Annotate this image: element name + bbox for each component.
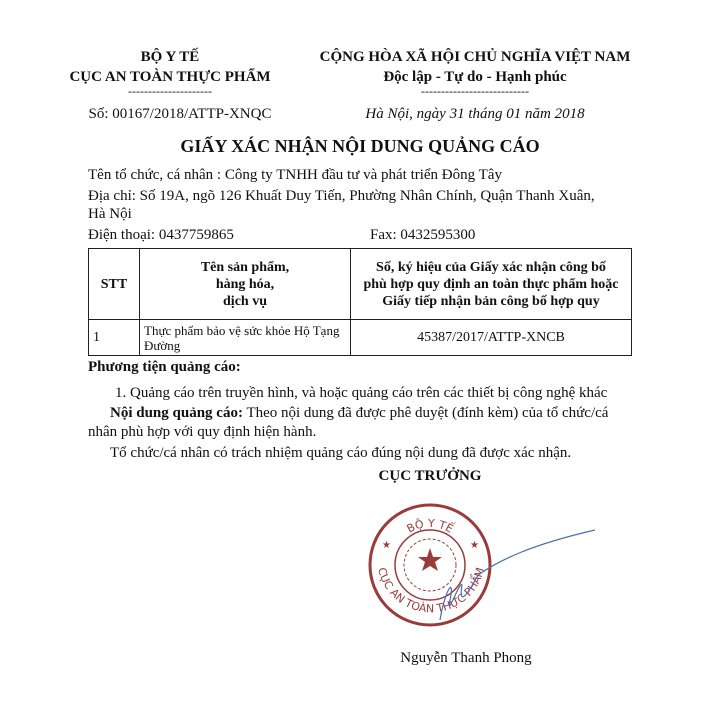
place-date: Hà Nội, ngày 31 tháng 01 năm 2018 [365,106,585,122]
header-certificate: Số, ký hiệu của Giấy xác nhận công bố phù hợp quy định an toàn thực phẩm hoặc Giấy tiếp nhận bản công bố hợp quy [351,249,632,320]
signer-name: Nguyễn Thanh Phong [400,650,532,666]
content-label: Nội dung quảng cáo: [110,405,243,421]
media-item: 1. Quảng cáo trên truyền hình, và hoặc quảng cáo trên các thiết bị công nghệ khác [115,385,608,401]
divider-left: --------------------- [128,84,212,98]
seal-text-top: BỘ Y TẾ [404,516,456,536]
header-product: Tên sản phẩm, hàng hóa, dịch vụ [140,249,351,320]
svg-text:★: ★ [470,540,479,551]
responsibility-note: Tổ chức/cá nhân có trách nhiệm quảng cáo đúng nội dung đã được xác nhận. [110,445,572,461]
signer-title: CỤC TRƯỞNG [378,468,482,484]
content-text: Theo nội dung đã được phê duyệt (đính kèm) của tổ chức/cá [242,405,609,421]
document-number: Số: 00167/2018/ATTP-XNQC [88,106,272,122]
divider-right: --------------------------- [421,84,529,98]
cell-stt: 1 [89,320,140,356]
svg-text:★: ★ [382,540,391,551]
media-heading: Phương tiện quảng cáo: [88,359,241,375]
phone: Điện thoại: 0437759865 [88,227,234,243]
nation-name: CỘNG HÒA XÃ HỘI CHỦ NGHĨA VIỆT NAM [319,49,631,65]
cell-certificate: 45387/2017/ATTP-XNCB [351,320,632,356]
cell-product: Thực phẩm bảo vệ sức khỏe Hộ Tạng Đường [140,320,351,356]
star-icon [418,548,442,571]
address-line-1: Địa chỉ: Số 19A, ngõ 126 Khuất Duy Tiến, Phường Nhân Chính, Quận Thanh Xuân, [88,188,595,204]
seal-text-bottom: CỤC AN TOÀN THỰC PHẨM [374,566,488,616]
document-title: GIẤY XÁC NHẬN NỘI DUNG QUẢNG CÁO [180,136,540,156]
fax: Fax: 0432595300 [370,227,476,243]
organization: Tên tổ chức, cá nhân : Công ty TNHH đầu tư và phát triển Đông Tây [88,167,502,183]
national-motto: Độc lập - Tự do - Hạnh phúc [383,69,567,85]
address-line-2: Hà Nội [88,206,132,222]
svg-text:BỘ Y TẾ [405,517,456,536]
header-stt: STT [89,249,140,320]
agency-name: CỤC AN TOÀN THỰC PHẨM [69,69,271,85]
ministry-name: BỘ Y TẾ [140,49,200,65]
content-line-2: nhân phù hợp với quy định hiện hành. [88,424,317,440]
